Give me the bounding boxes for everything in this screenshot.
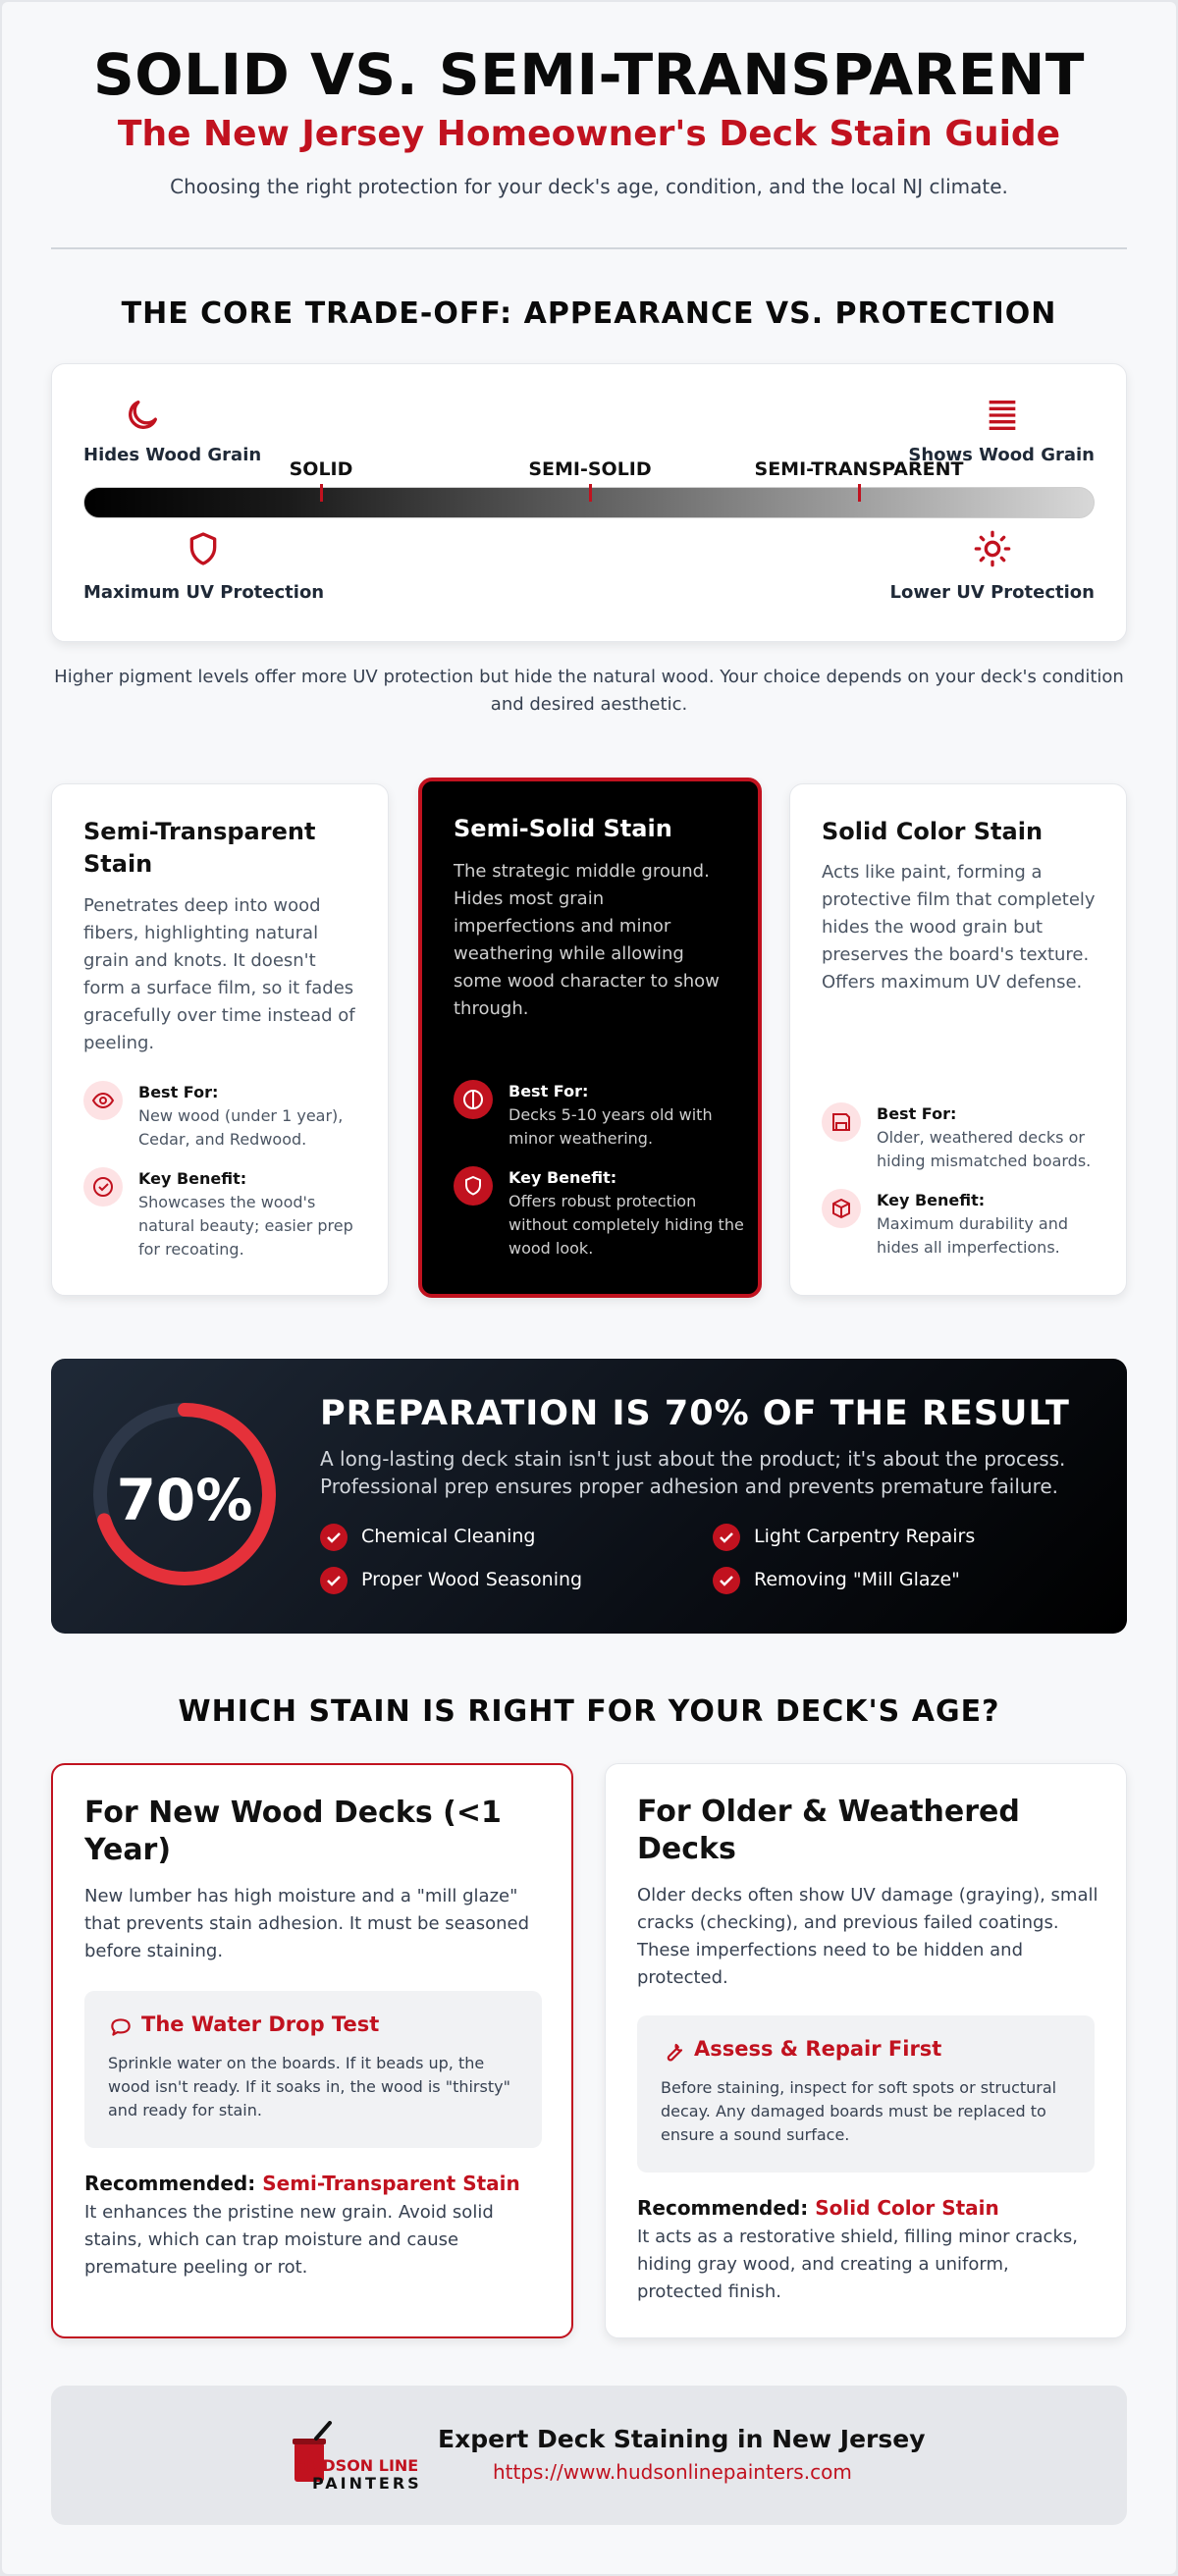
infographic [2, 2, 1176, 2574]
scale-label-solid: SOLID [289, 458, 353, 480]
tradeoff-card [51, 363, 1127, 642]
max-uv-label: Maximum UV Protection [83, 582, 325, 603]
page-description: Choosing the right protection for your deck's age, condition, and the local NJ climate. [170, 175, 1008, 198]
older-deck-card [605, 1763, 1127, 2338]
wrench-icon [661, 2039, 686, 2065]
scale-label-semi-solid: SEMI-SOLID [528, 458, 652, 480]
older-deck-title: For Older & Weathered Decks [637, 1795, 1020, 1866]
older-deck-recommendation: Recommended: Solid Color Stain [637, 2196, 999, 2220]
check-circle-icon [83, 1167, 123, 1207]
half-circle-icon [454, 1080, 493, 1119]
prep-description: A long-lasting deck stain isn't just about the product; it's about the process. Professional prep ensures proper adhesion and prevents premature failure. [320, 1447, 1066, 1498]
eye-icon [83, 1081, 123, 1120]
stain-card-description: Acts like paint, forming a protective film that completely hides the wood grain but preserves the board's texture. Offers maximum UV defense. [822, 862, 1096, 993]
new-deck-recommendation: Recommended: Semi-Transparent Stain [84, 2172, 520, 2195]
older-deck-description: Older decks often show UV damage (graying), small cracks (checking), and previous failed coatings. These imperfections need to be hidden and protected. [637, 1885, 1098, 1988]
scale-label-semi-transparent: SEMI-TRANSPARENT [754, 458, 964, 480]
water-drop-tip [84, 1991, 542, 2148]
grain-lines-icon [983, 396, 1022, 435]
tip-text: Sprinkle water on the boards. If it beads up, the wood isn't ready. If it soaks in, the wood is "thirsty" and ready for stain. [108, 2054, 510, 2120]
shows-grain-label: Shows Wood Grain [908, 445, 1095, 465]
assess-repair-tip [637, 2015, 1095, 2173]
older-deck-rec-description: It acts as a restorative shield, filling minor cracks, hiding gray wood, and creating a uniform, protected finish. [637, 2227, 1078, 2302]
save-disk-icon [822, 1102, 861, 1142]
stain-card-title: Semi-Solid Stain [454, 815, 672, 842]
scale-tick-semi-transparent [858, 484, 861, 502]
tip-text: Before staining, inspect for soft spots or structural decay. Any damaged boards must be replaced to ensure a sound surface. [661, 2078, 1057, 2144]
stain-card-title: Semi-Transparent Stain [83, 818, 316, 878]
page-subtitle: The New Jersey Homeowner's Deck Stain Guide [117, 114, 1061, 154]
tradeoff-description: Higher pigment levels offer more UV protection but hide the natural wood. Your choice depends on your deck's condition and desired aesthetic. [54, 667, 1124, 715]
footer [51, 2386, 1127, 2525]
new-deck-card [51, 1763, 573, 2338]
check-icon [713, 1567, 740, 1594]
age-section-title: WHICH STAIN IS RIGHT FOR YOUR DECK'S AGE? [178, 1694, 1000, 1729]
check-icon [320, 1524, 348, 1551]
page-title: SOLID VS. SEMI-TRANSPARENT [93, 41, 1085, 108]
new-deck-rec-description: It enhances the pristine new grain. Avoid solid stains, which can trap moisture and cause premature peeling or rot. [84, 2202, 494, 2278]
stain-card-solid: Solid Color Stain Acts like paint, forming a protective film that completely hides the wood grain but preserves the board's texture. Offers maximum UV defense. Best For: Older, weathered decks or hiding mismatched boards. Key Benefit: Maximum durability and hides all imperfections. [789, 783, 1127, 1296]
prep-percent: 70% [116, 1467, 253, 1533]
sun-icon [973, 529, 1012, 568]
shield-icon [454, 1166, 493, 1206]
footer-title: Expert Deck Staining in New Jersey [438, 2425, 926, 2453]
scale-tick-semi-solid [589, 484, 592, 502]
shield-icon [184, 529, 223, 568]
moon-icon [123, 396, 162, 435]
new-deck-description: New lumber has high moisture and a "mill glaze" that prevents stain adhesion. It must be seasoned before staining. [84, 1886, 530, 1961]
preparation-banner: 70% PREPARATION IS 70% OF THE RESULT A long-lasting deck stain isn't just about the product; it's about the process. Professional prep ensures proper adhesion and prevents premature failure. Chemical Cleaning Light Carpentry Repairs Proper Wood Seasoning Removing "Mill Glaze" [51, 1359, 1127, 1634]
hides-grain-label: Hides Wood Grain [83, 445, 262, 465]
tip-title: Assess & Repair First [694, 2037, 942, 2061]
chat-bubble-icon [108, 2014, 134, 2040]
lower-uv-label: Lower UV Protection [889, 582, 1095, 603]
stain-card-semi-solid: Semi-Solid Stain The strategic middle ground. Hides most grain imperfections and minor weathering while allowing some wood character to show through. Best For: Decks 5-10 years old with minor weathering. Key Benefit: Offers robust protection without completely hiding the wood look. [418, 778, 762, 1298]
footer-url-link[interactable]: https://www.hudsonlinepainters.com [493, 2460, 852, 2484]
stain-card-semi-transparent: Semi-Transparent Stain Penetrates deep into wood fibers, highlighting natural grain and knots. It doesn't form a surface film, so it fades gracefully over time instead of peeling. Best For: New wood (under 1 year), Cedar, and Redwood. Key Benefit: Showcases the wood's natural beauty; easier prep for recoating. [51, 783, 389, 1296]
header-divider [51, 247, 1127, 249]
stain-card-description: Penetrates deep into wood fibers, highlighting natural grain and knots. It doesn't form a surface film, so it fades gracefully over time instead of peeling. [83, 895, 355, 1053]
tip-title: The Water Drop Test [141, 2012, 380, 2036]
scale-tick-solid [320, 484, 323, 502]
stain-card-description: The strategic middle ground. Hides most grain imperfections and minor weathering while allowing some wood character to show through. [454, 861, 720, 1019]
new-deck-title: For New Wood Decks (<1 Year) [84, 1796, 502, 1867]
check-icon [713, 1524, 740, 1551]
stain-card-title: Solid Color Stain [822, 818, 1044, 845]
tradeoff-title: THE CORE TRADE-OFF: APPEARANCE VS. PROTECTION [121, 296, 1057, 331]
box-icon [822, 1189, 861, 1228]
company-logo: HUDSON LINE PAINTERS [277, 2421, 424, 2499]
prep-title: PREPARATION IS 70% OF THE RESULT [320, 1394, 1070, 1433]
check-icon [320, 1567, 348, 1594]
